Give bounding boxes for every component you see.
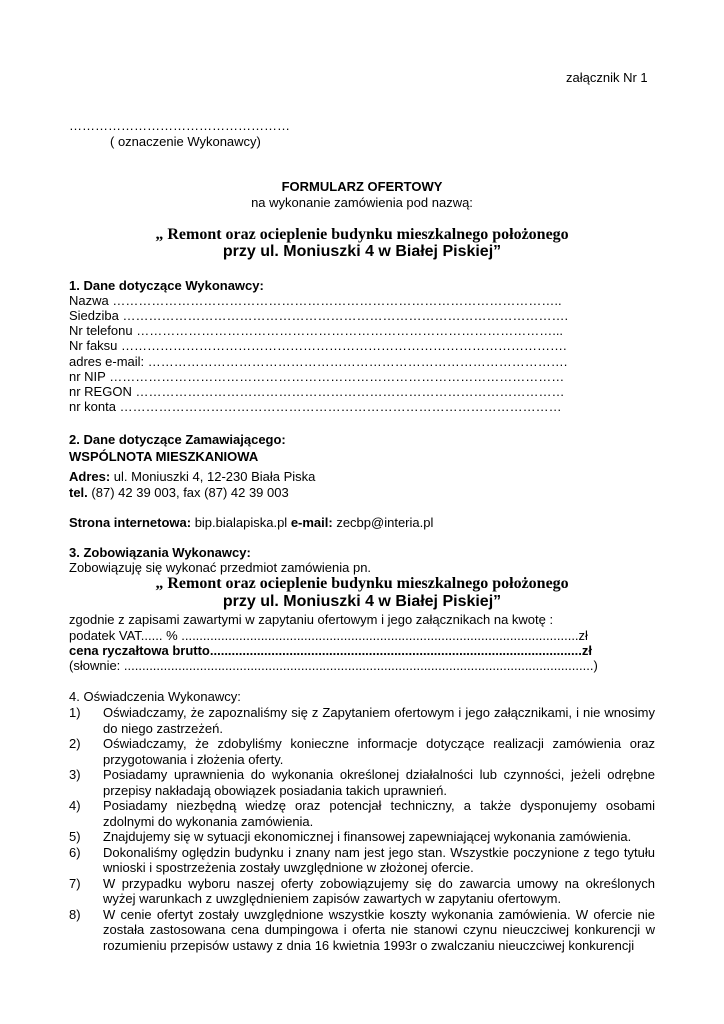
field-email: adres e-mail: ……………………………………………………………………………………. — [69, 354, 568, 369]
field-nazwa: Nazwa ………………………………………………………………………………………….. — [69, 293, 562, 308]
list-item: 2) Oświadczamy, że zdobyliśmy konieczne informacje dotyczące realizacji zamówienia oraz przygotowania i złożenia oferty. — [69, 736, 655, 767]
field-siedziba: Siedziba …………………………………………………………………………………………. — [69, 308, 569, 323]
list-item: 1) Oświadczamy, że zapoznaliśmy się z Zapytaniem ofertowym i jego załącznikami, i nie wnosimy do niego zastrzeżeń. — [69, 705, 655, 736]
list-item: 8) W cenie ofertyt zostały uwzględnione wszystkie koszty wykonania zamówienia. W ofercie nie została zastosowana cena dumpingowa i oferta nie stanowi czynu nieuczciwej konkurencji w rozumieniu przepisów ustawy z dnia 16 kwietnia 1993r o zwalczaniu nieuczciwej konkurencji — [69, 906, 655, 953]
section3-line-a: zgodnie z zapisami zawartymi w zapytaniu ofertowym i jego załącznikach na kwotę : — [69, 612, 554, 627]
section1-heading: 1. Dane dotyczące Wykonawcy: — [69, 278, 264, 293]
section3-project-line1: „ Remont oraz ocieplenie budynku mieszkalnego położonego — [155, 575, 569, 592]
client-tel — [69, 485, 289, 501]
list-item: 6) Dokonaliśmy oględzin budynku i znany nam jest jego stan. Wszystkie poczynione z tego tytułu wnioski i spostrzeżenia zostały uwzględnione w złożonej ofercie. — [69, 844, 655, 875]
list-item: 5) Znajdujemy się w sytuacji ekonomicznej i finansowej zapewniającej wykonania zamówienia. — [69, 829, 632, 844]
section3-project-line2: przy ul. Moniuszki 4 w Białej Piskiej” — [222, 593, 502, 610]
field-nip: nr NIP …………………………………………………………………………………………… — [69, 369, 565, 384]
project-title-line1: „ Remont oraz ocieplenie budynku mieszkalnego położonego — [155, 226, 569, 243]
field-regon: nr REGON ……………………………………………………………………………………… — [69, 384, 565, 399]
project-title-line2: przy ul. Moniuszki 4 w Białej Piskiej” — [222, 243, 502, 260]
section2-heading: 2. Dane dotyczące Zamawiającego: — [69, 432, 286, 447]
section3-heading: 3. Zobowiązania Wykonawcy: — [69, 545, 251, 560]
web-value: bip.bialapiska.pl — [191, 515, 291, 530]
in-words-line: (słownie: ..................................................................................................................................) — [69, 658, 598, 673]
list-item: 3) Posiadamy uprawnienia do wykonania określonej działalności lub czynności, jeżeli odrębne przepisy nakładają obowiązek posiadania takich uprawnień. — [69, 767, 655, 798]
email-label: e-mail: — [290, 515, 333, 530]
form-title: FORMULARZ OFERTOWY — [281, 179, 443, 194]
section4-heading: 4. Oświadczenia Wykonawcy: — [69, 689, 241, 704]
attachment-label: załącznik Nr 1 — [566, 70, 648, 85]
client-address — [69, 469, 315, 485]
list-item: 7) W przypadku wyboru naszej oferty zobowiązujemy się do zawarcia umowy na określonych wyżej warunkach z uwzględnieniem zapisów zawartych w zapytaniu ofertowym. — [69, 875, 655, 906]
contractor-label: ( oznaczenie Wykonawcy) — [110, 134, 261, 149]
tel-label: tel. — [69, 485, 88, 500]
field-konto: nr konta ………………………………………………………………………………………… — [69, 399, 562, 414]
field-faks: Nr faksu …………………………………………………………………………………………. — [69, 338, 567, 353]
vat-line: podatek VAT...... % ..............................................................................................................zł — [69, 628, 588, 643]
declarations-list — [69, 705, 655, 953]
contractor-dots: …………………………………………… — [69, 118, 290, 133]
list-item: 4) Posiadamy niezbędną wiedzę oraz potencjał techniczny, a także dysponujemy osobami zdolnymi do wykonania zamówienia. — [69, 798, 655, 829]
section3-intro: Zobowiązuję się wykonać przedmiot zamówienia pn. — [69, 560, 372, 575]
client-web — [69, 515, 433, 531]
form-subtitle: na wykonanie zamówienia pod nazwą: — [251, 195, 473, 210]
address-value: ul. Moniuszki 4, 12-230 Biała Piska — [110, 469, 316, 484]
gross-price-line: cena ryczałtowa brutto.......................................................................................................zł — [69, 643, 592, 658]
address-label: Adres: — [69, 469, 111, 484]
field-telefon: Nr telefonu ……………………………………………………………………………………... — [69, 323, 564, 338]
tel-value: (87) 42 39 003, fax (87) 42 39 003 — [87, 485, 289, 500]
client-org: WSPÓLNOTA MIESZKANIOWA — [69, 449, 259, 464]
email-value: zecbp@interia.pl — [332, 515, 434, 530]
web-label: Strona internetowa: — [69, 515, 192, 530]
